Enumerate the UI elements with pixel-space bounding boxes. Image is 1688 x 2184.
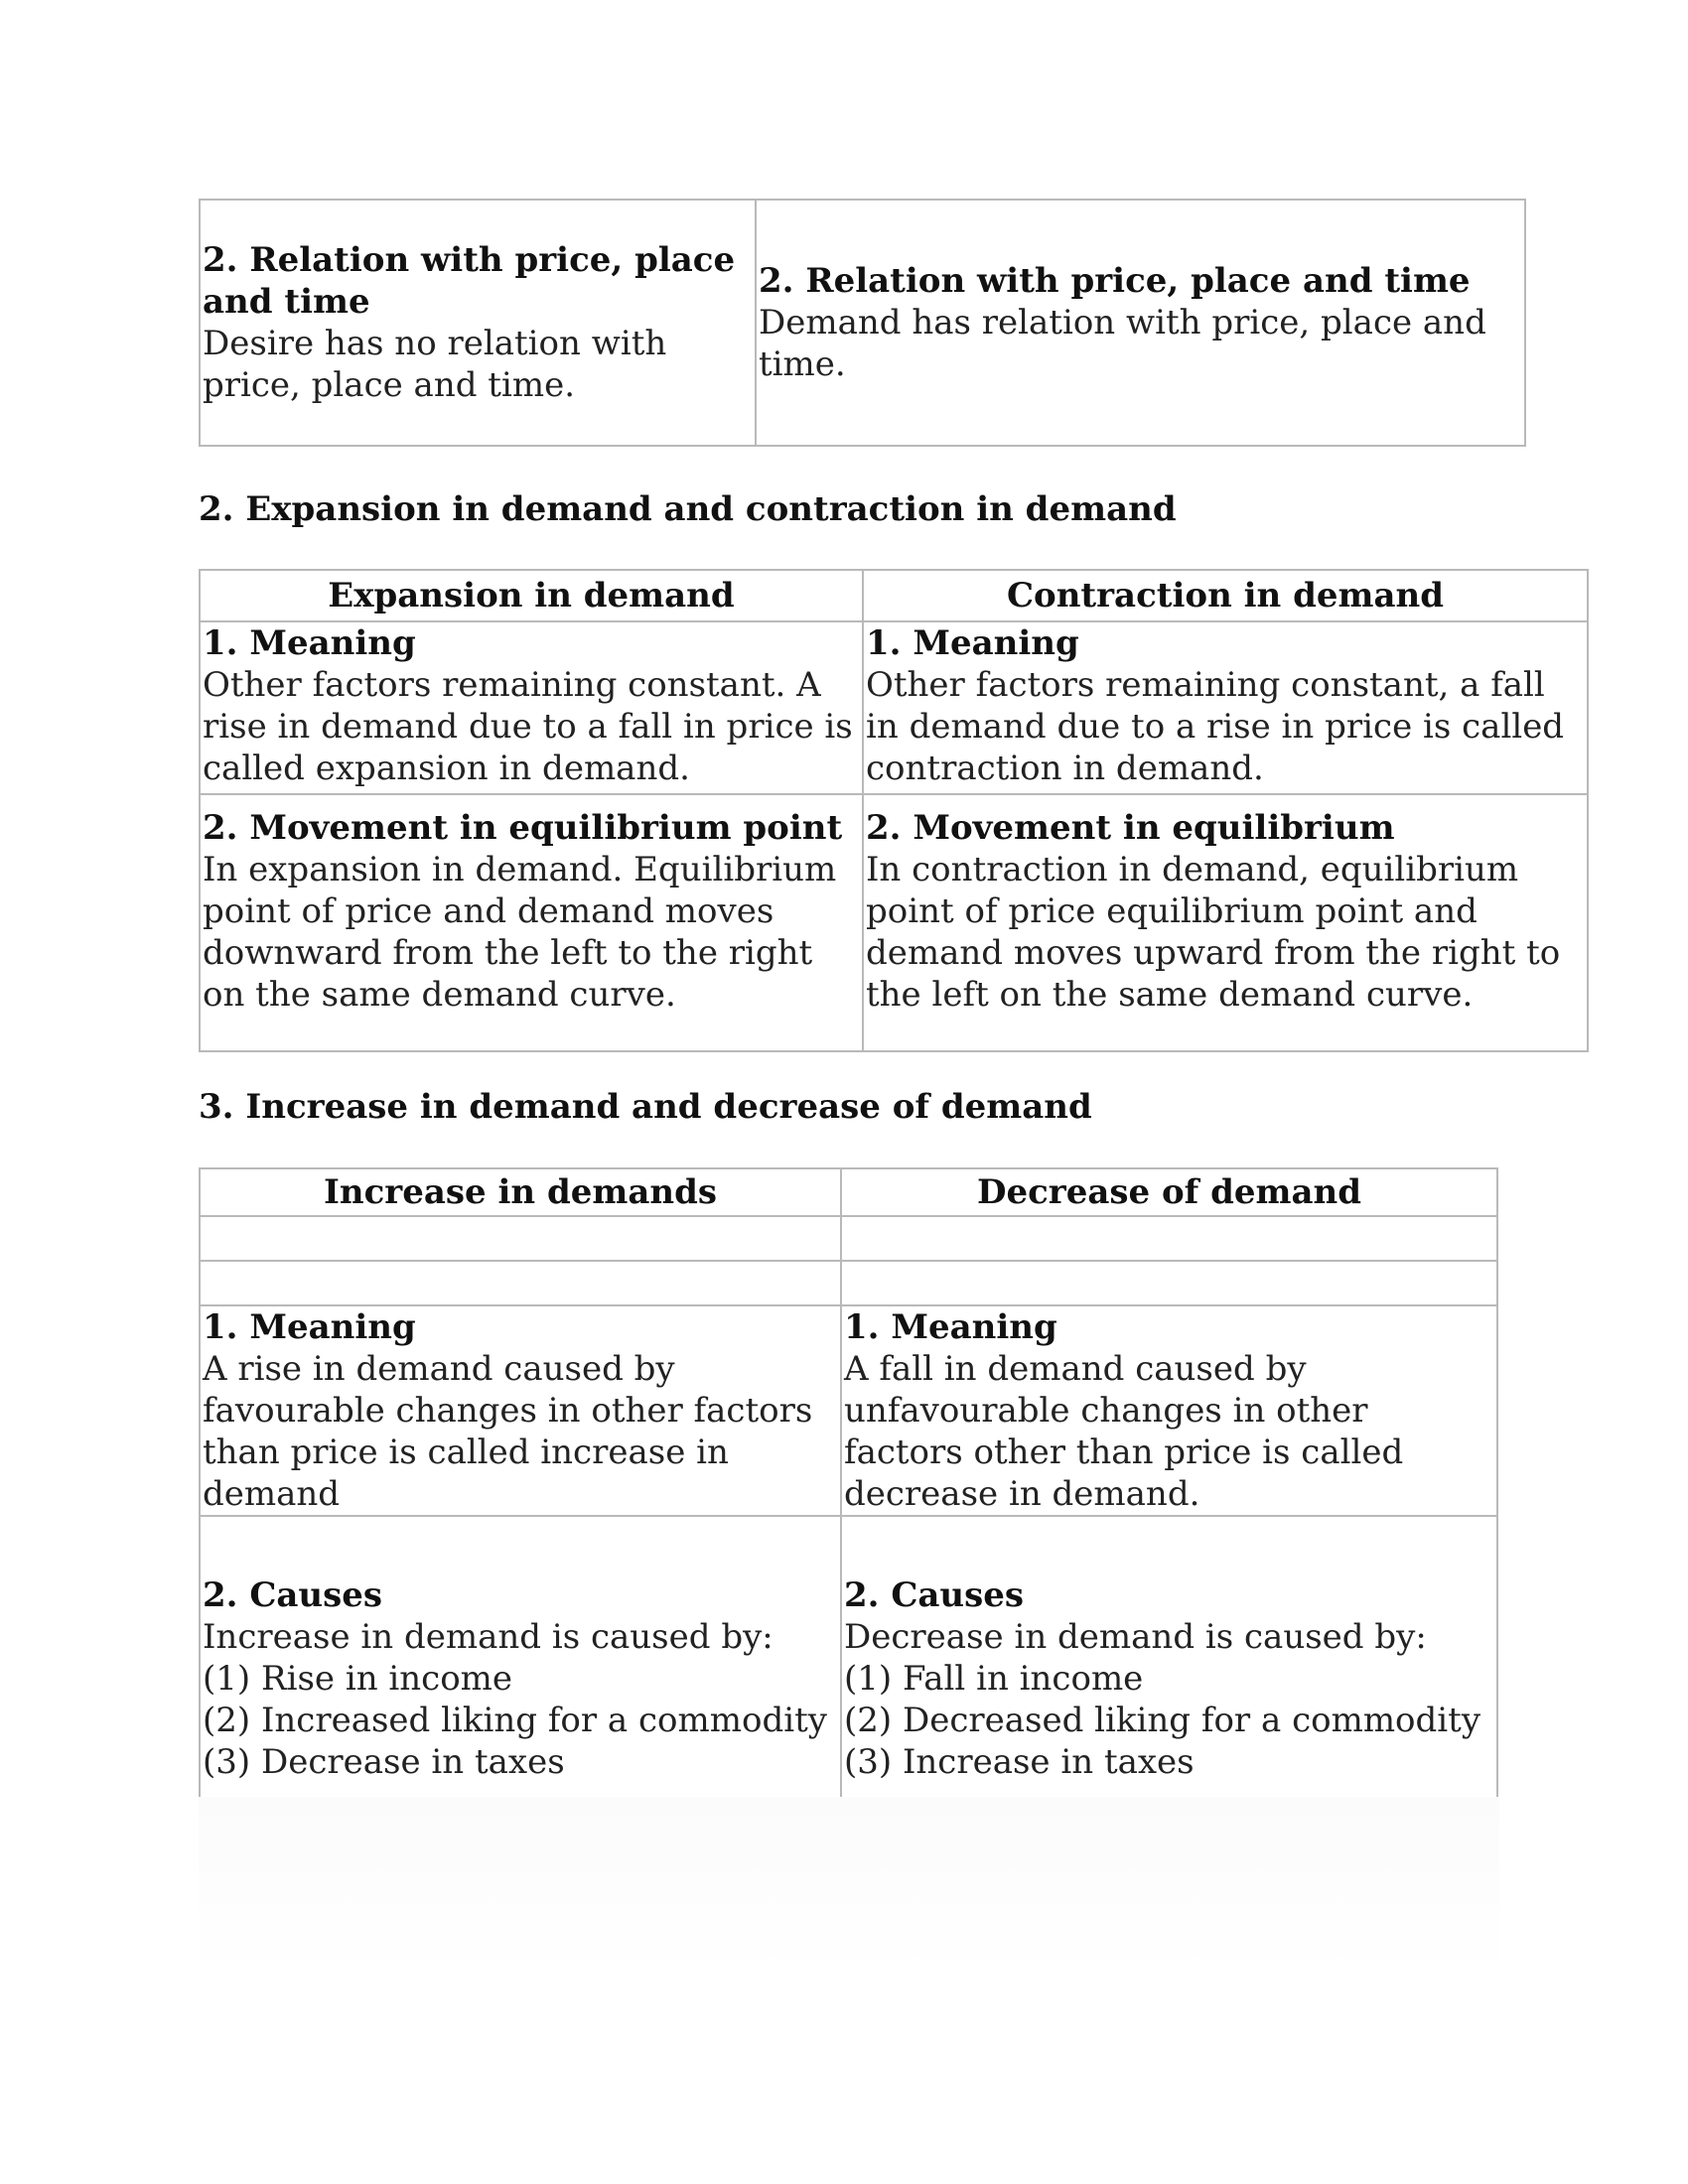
table-row (200, 200, 1525, 446)
cell-title: 2. Movement in equilibrium (866, 808, 1395, 848)
cell-body: A fall in demand caused by unfavourable changes in other factors other than price is called decrease in demand. (844, 1349, 1404, 1514)
table-cell (863, 794, 1588, 1051)
table-header-row (200, 1168, 1497, 1216)
list-item: (3) Decrease in taxes (203, 1742, 565, 1782)
table-row (200, 1516, 1497, 1826)
section-heading: 3. Increase in demand and decrease of demand (199, 1087, 1092, 1127)
cell-title: 2. Causes (844, 1575, 1025, 1615)
column-header: Decrease of demand (841, 1168, 1497, 1216)
empty-cell (841, 1261, 1497, 1305)
empty-table-row (200, 1261, 1497, 1305)
cell-body: In contraction in demand, equilibrium point of price equilibrium point and demand moves upward from the right to the left on the same demand curve. (866, 850, 1561, 1015)
cell-body: Increase in demand is caused by: (203, 1617, 774, 1657)
cell-title: 1. Meaning (203, 623, 416, 663)
empty-cell (200, 1261, 841, 1305)
cell-title: 2. Relation with price, place and time (759, 261, 1471, 301)
table-header-row (200, 570, 1588, 621)
column-header: Increase in demands (200, 1168, 841, 1216)
empty-table-row (200, 1216, 1497, 1261)
section-heading: 2. Expansion in demand and contraction in demand (199, 489, 1177, 529)
cell-title: 1. Meaning (866, 623, 1079, 663)
table-cell (863, 621, 1588, 794)
cell-body: Decrease in demand is caused by: (844, 1617, 1427, 1657)
empty-cell (200, 1216, 841, 1261)
empty-cell (841, 1216, 1497, 1261)
column-header: Contraction in demand (863, 570, 1588, 621)
table-cell (200, 621, 863, 794)
cell-body: In expansion in demand. Equilibrium point of price and demand moves downward from the left to the right on the same demand curve. (203, 850, 837, 1015)
table-row (200, 794, 1588, 1051)
cell-body: Other factors remaining constant. A rise in demand due to a fall in price is called expansion in demand. (203, 665, 853, 788)
table-cell (841, 1305, 1497, 1516)
cell-title: 2. Causes (203, 1575, 383, 1615)
list-item: (3) Increase in taxes (844, 1742, 1195, 1782)
cell-body: Demand has relation with price, place and time. (759, 303, 1486, 384)
cell-title: 1. Meaning (203, 1307, 416, 1347)
table-cell (200, 1516, 841, 1826)
list-item: (1) Fall in income (844, 1659, 1144, 1699)
table-row (200, 621, 1588, 794)
cell-title: 1. Meaning (844, 1307, 1057, 1347)
list-item: (1) Rise in income (203, 1659, 513, 1699)
expansion-contraction-table (199, 569, 1589, 1052)
cell-body: Desire has no relation with price, place and time. (203, 324, 667, 405)
table-cell (200, 1305, 841, 1516)
cell-body: A rise in demand caused by favourable changes in other factors than price is called increase in demand (203, 1349, 813, 1514)
cell-title: 2. Movement in equilibrium point (203, 808, 843, 848)
column-header: Expansion in demand (200, 570, 863, 621)
table-cell (841, 1516, 1497, 1826)
table-cell (756, 200, 1525, 446)
increase-decrease-table (199, 1167, 1498, 1827)
table-cell (200, 794, 863, 1051)
table-row (200, 1305, 1497, 1516)
list-item: (2) Decreased liking for a commodity (844, 1701, 1481, 1740)
cell-title: 2. Relation with price, place and time (203, 240, 736, 322)
table-cell (200, 200, 756, 446)
desire-vs-demand-table (199, 199, 1526, 447)
cell-body: Other factors remaining constant, a fall in demand due to a rise in price is called contraction in demand. (866, 665, 1565, 788)
list-item: (2) Increased liking for a commodity (203, 1701, 827, 1740)
faint-background-block (199, 1797, 1499, 1976)
